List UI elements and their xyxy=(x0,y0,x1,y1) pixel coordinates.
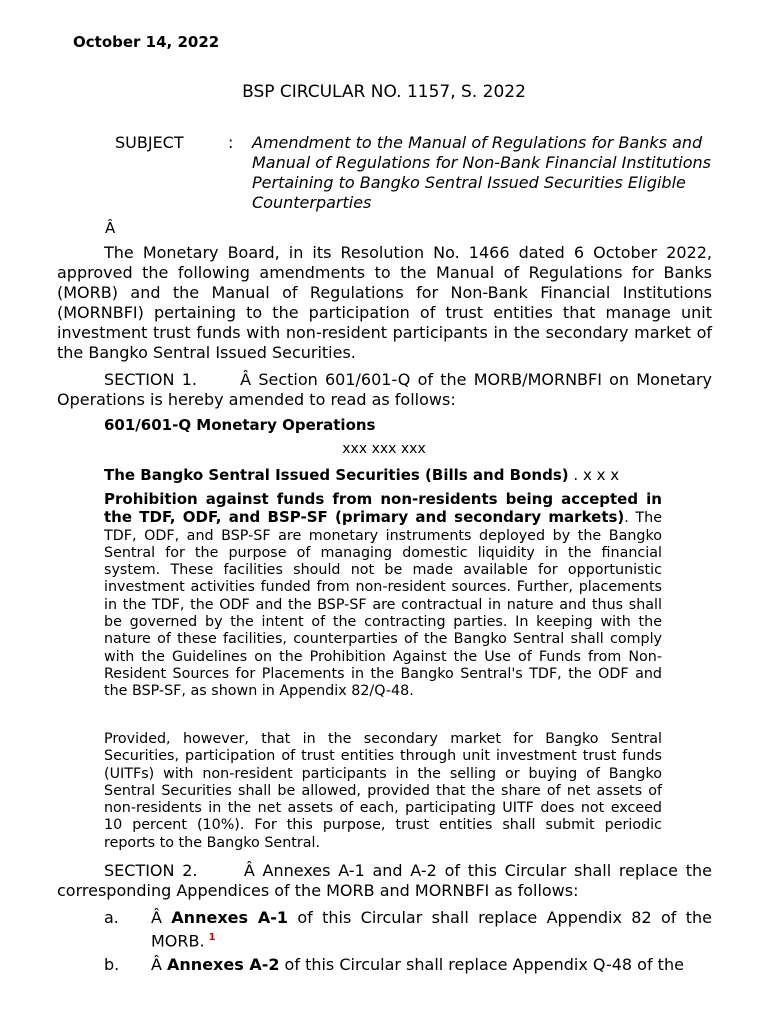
stray-character: Â xyxy=(105,219,116,237)
list-item-b-label: b. xyxy=(104,955,120,974)
list-item-b-bold: Annexes A-2 xyxy=(167,955,280,974)
list-item-b xyxy=(104,955,712,975)
heading-monetary-operations: 601/601-Q Monetary Operations xyxy=(104,416,376,434)
omission-marker: xxx xxx xxx xyxy=(342,441,426,457)
prohibition-block xyxy=(104,491,662,701)
provided-however-block: Provided, however, that in the secondary market for Bangko Sentral Securities, participation of trust entities through unit investment trust funds (UITFs) with non-resident participants in the selling or buying of Bangko Sentral Securities shall be allowed, provided that the share of net assets of non-residents in the net assets of each, participating UITF does not exceed 10 percent (10%). For this purpose, trust entities shall submit periodic reports to the Bangko Sentral. xyxy=(104,731,662,851)
footnote-link[interactable]: 1 xyxy=(208,932,216,943)
list-item-a-bold: Annexes A-1 xyxy=(171,908,288,927)
section-2-paragraph: SECTION 2. Â Annexes A-1 and A-2 of this Circular shall replace the corresponding Appendices of the MORB and MORNBFI as follows: xyxy=(57,861,718,900)
subject-colon: : xyxy=(228,133,234,152)
list-item-b-body: of this Circular shall replace Appendix Q-48 of the xyxy=(279,955,684,974)
circular-date: October 14, 2022 xyxy=(73,33,220,51)
prohibition-heading: Prohibition against funds from non-residents being accepted in the TDF, ODF, and BSP-SF (primary and secondary markets) xyxy=(104,490,662,527)
list-item-a-body: of this Circular shall replace Appendix 82 of the MORB. xyxy=(151,908,713,951)
list-item-a xyxy=(104,908,712,951)
prohibition-text: . The TDF, ODF, and BSP-SF are monetary instruments deployed by the Bangko Sentral for the purpose of managing domestic liquidity in the financial system. These facilities should not be made available for opportunistic investment activities funded from non-resident sources. Further, placements in the TDF, the ODF and the BSP-SF are contractual in nature and thus shall be governed by the intent of the contracting parties. In keeping with the nature of these facilities, counterparties of the Bangko Sentral shall comply with the Guidelines on the Prohibition Against the Use of Funds from Non-Resident Sources for Placements in the Bangko Sentral's TDF, the ODF and the BSP-SF, as shown in Appendix 82/Q-48. xyxy=(104,510,662,700)
paragraph-resolution: The Monetary Board, in its Resolution No. 1466 dated 6 October 2022, approved the following amendments to the Manual of Regulations for Banks (MORB) and the Manual of Regulations for Non-Bank Financial Institutions (MORNBFI) pertaining to the participation of trust entities that manage unit investment trust funds with non-resident participants in the secondary market of the Bangko Sentral Issued Securities. xyxy=(57,243,712,362)
heading-securities xyxy=(104,466,619,484)
list-item-a-text xyxy=(151,908,712,951)
list-item-a-label: a. xyxy=(104,908,119,927)
list-item-b-prefix: Â xyxy=(151,955,168,974)
subject-text: Amendment to the Manual of Regulations for Banks and Manual of Regulations for Non-Bank Financial Institutions Pertaining to Bangko Sentral Issued Securities Eligible Counterparties xyxy=(252,133,711,212)
heading-securities-title: The Bangko Sentral Issued Securities (Bills and Bonds) xyxy=(104,466,569,484)
list-item-b-text xyxy=(151,955,712,975)
section-1-paragraph: SECTION 1. Â Section 601/601-Q of the MORB/MORNBFI on Monetary Operations is hereby amended to read as follows: xyxy=(57,370,718,409)
subject-label: SUBJECT xyxy=(115,133,184,152)
heading-securities-suffix: . x x x xyxy=(573,466,620,484)
list-item-a-prefix: Â xyxy=(151,908,172,927)
circular-title: BSP CIRCULAR NO. 1157, S. 2022 xyxy=(242,82,526,102)
